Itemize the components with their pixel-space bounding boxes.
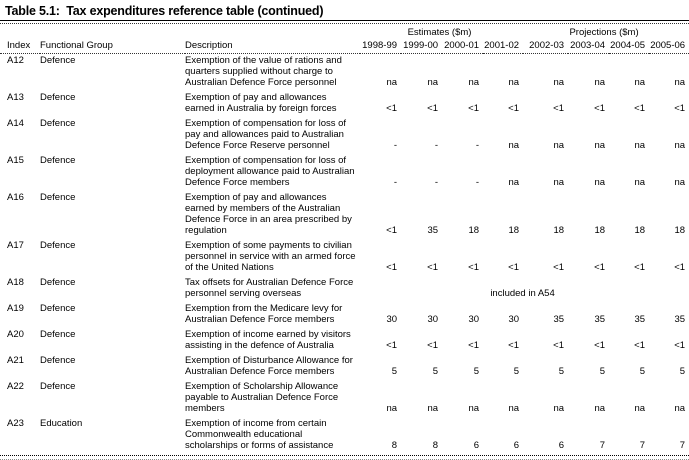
table-title: Table 5.1: Tax expenditures reference table (continued)	[0, 0, 689, 21]
row-value: <1	[594, 340, 606, 351]
row-value: <1	[553, 262, 565, 273]
row-functional-group: Defence	[40, 155, 76, 166]
row-value: <1	[508, 103, 520, 114]
row-value: 7	[679, 440, 686, 451]
year-header: 2004-05	[609, 39, 649, 54]
row-value: 7	[639, 440, 646, 451]
row-functional-group: Defence	[40, 55, 76, 66]
table-row-a16	[0, 191, 689, 239]
row-functional-group: Defence	[40, 381, 76, 392]
row-value: na	[386, 77, 398, 88]
row-value: -	[434, 177, 439, 188]
row-description: Exemption from the Medicare levy for Australian Defence Force members	[185, 303, 343, 325]
row-value: 18	[594, 225, 606, 236]
row-value: 7	[599, 440, 606, 451]
row-functional-group: Defence	[40, 240, 76, 251]
row-value: na	[594, 140, 606, 151]
row-value: 5	[679, 366, 686, 377]
row-value: 8	[391, 440, 398, 451]
row-index: A22	[7, 381, 24, 392]
row-value: 6	[558, 440, 565, 451]
row-index: A17	[7, 240, 24, 251]
row-value: na	[553, 403, 565, 414]
year-header: 2000-01	[442, 39, 483, 54]
row-value: 35	[634, 314, 646, 325]
row-description: Exemption of compensation for loss of pay and allowances paid to Australian Defence Force Reserve personnel	[185, 118, 347, 151]
row-description: Exemption of pay and allowances earned by members of the Australian Defence Force in an area prescribed by regulation	[185, 192, 352, 236]
row-value: 5	[391, 366, 398, 377]
row-functional-group: Defence	[40, 355, 76, 366]
table-row-a15	[0, 154, 689, 191]
row-value: <1	[386, 225, 398, 236]
row-functional-group: Defence	[40, 277, 76, 288]
row-functional-group: Defence	[40, 192, 76, 203]
row-index: A19	[7, 303, 24, 314]
row-index: A14	[7, 118, 24, 129]
table-row-a22	[0, 380, 689, 417]
projections-group-header: Projections ($m)	[569, 27, 639, 38]
row-value: na	[468, 77, 480, 88]
row-functional-group: Defence	[40, 118, 76, 129]
row-index: A12	[7, 55, 24, 66]
row-value: na	[553, 177, 565, 188]
row-description: Exemption of some payments to civilian personnel in service with an armed force of the United Nations	[185, 240, 356, 273]
row-value: na	[594, 77, 606, 88]
row-value: <1	[508, 262, 520, 273]
row-description: Exemption of the value of rations and quarters supplied without charge to Australian Defence Force personnel	[185, 55, 342, 88]
table-row-a20	[0, 328, 689, 354]
row-value: 30	[468, 314, 480, 325]
row-value: na	[634, 177, 646, 188]
row-functional-group: Defence	[40, 92, 76, 103]
table-row-a12	[0, 54, 689, 92]
row-value: <1	[674, 103, 686, 114]
row-value: na	[594, 403, 606, 414]
row-value: 5	[639, 366, 646, 377]
row-functional-group: Education	[40, 418, 83, 429]
group-header-row	[0, 24, 689, 39]
row-value: 35	[427, 225, 439, 236]
row-value: 5	[473, 366, 480, 377]
row-value: na	[634, 77, 646, 88]
row-value: <1	[468, 262, 480, 273]
row-value: 18	[508, 225, 520, 236]
row-value: 30	[386, 314, 398, 325]
row-value: <1	[386, 103, 398, 114]
table-bottom-rule	[0, 455, 689, 456]
row-value: <1	[427, 262, 439, 273]
row-value: <1	[634, 340, 646, 351]
row-index: A13	[7, 92, 24, 103]
table-row-a17	[0, 239, 689, 276]
year-header: 2003-04	[568, 39, 609, 54]
row-value: na	[674, 77, 686, 88]
row-value: <1	[594, 262, 606, 273]
row-value: <1	[553, 340, 565, 351]
row-value: na	[634, 403, 646, 414]
row-value: 30	[427, 314, 439, 325]
row-description: Tax offsets for Australian Defence Force personnel serving overseas	[185, 277, 354, 299]
table-row-a19	[0, 302, 689, 328]
description-column-header: Description	[185, 39, 360, 54]
row-value: na	[508, 403, 520, 414]
row-value: <1	[386, 262, 398, 273]
row-value: na	[674, 403, 686, 414]
year-header: 2005-06	[649, 39, 689, 54]
row-value: <1	[386, 340, 398, 351]
row-value: 8	[432, 440, 439, 451]
row-value: <1	[427, 340, 439, 351]
row-description: Exemption of pay and allowances earned in Australia by foreign forces	[185, 92, 337, 114]
row-description: Exemption of income earned by visitors assisting in the defence of Australia	[185, 329, 351, 351]
row-value: na	[508, 177, 520, 188]
table-row-a13	[0, 91, 689, 117]
row-value: na	[427, 77, 439, 88]
row-description: Exemption of Scholarship Allowance payable to Australian Defence Force members	[185, 381, 339, 414]
row-value: na	[427, 403, 439, 414]
index-column-header: Index	[0, 39, 40, 54]
row-value: 18	[634, 225, 646, 236]
row-value: <1	[674, 262, 686, 273]
table-row-a14	[0, 117, 689, 154]
year-header: 2001-02	[483, 39, 523, 54]
row-description: Exemption of income from certain Commonwealth educational scholarships or forms of assistance	[185, 418, 334, 451]
estimates-group-header: Estimates ($m)	[407, 27, 472, 38]
row-index: A16	[7, 192, 24, 203]
row-value: <1	[553, 103, 565, 114]
row-value: <1	[508, 340, 520, 351]
row-value: 5	[432, 366, 439, 377]
row-value: na	[674, 140, 686, 151]
row-value: 5	[599, 366, 606, 377]
row-value: na	[634, 140, 646, 151]
row-value: <1	[634, 103, 646, 114]
row-value: 5	[513, 366, 520, 377]
row-value: na	[594, 177, 606, 188]
row-value: na	[508, 140, 520, 151]
row-index: A18	[7, 277, 24, 288]
tax-expenditures-table	[0, 24, 689, 454]
row-value: 35	[674, 314, 686, 325]
row-value: na	[468, 403, 480, 414]
row-value: <1	[634, 262, 646, 273]
year-header: 1998-99	[360, 39, 401, 54]
row-value: na	[508, 77, 520, 88]
row-value: na	[386, 403, 398, 414]
row-functional-group: Defence	[40, 329, 76, 340]
table-row-a23	[0, 417, 689, 454]
group-header-spacer	[0, 24, 360, 39]
row-value: <1	[468, 103, 480, 114]
functional-group-column-header: Functional Group	[40, 39, 185, 54]
row-value: -	[434, 140, 439, 151]
year-header: 2002-03	[523, 39, 568, 54]
row-span-note: included in A54	[490, 288, 555, 299]
row-value: 18	[553, 225, 565, 236]
row-value: -	[393, 177, 398, 188]
table-row-a21	[0, 354, 689, 380]
row-value: na	[553, 140, 565, 151]
row-value: <1	[674, 340, 686, 351]
row-value: 6	[473, 440, 480, 451]
row-value: 30	[508, 314, 520, 325]
row-value: 6	[513, 440, 520, 451]
row-description: Exemption of compensation for loss of deployment allowance paid to Australian Defence Force members	[185, 155, 355, 188]
row-value: 35	[594, 314, 606, 325]
row-value: -	[475, 177, 480, 188]
row-value: 18	[468, 225, 480, 236]
row-value: -	[475, 140, 480, 151]
row-index: A23	[7, 418, 24, 429]
table-row-a18	[0, 276, 689, 302]
row-value: na	[553, 77, 565, 88]
row-value: -	[393, 140, 398, 151]
row-index: A20	[7, 329, 24, 340]
row-index: A21	[7, 355, 24, 366]
row-value: 5	[558, 366, 565, 377]
row-value: 35	[553, 314, 565, 325]
year-header: 1999-00	[401, 39, 442, 54]
row-value: na	[674, 177, 686, 188]
row-value: <1	[594, 103, 606, 114]
column-header-row	[0, 39, 689, 54]
row-functional-group: Defence	[40, 303, 76, 314]
row-value: 18	[674, 225, 686, 236]
row-value: <1	[427, 103, 439, 114]
row-index: A15	[7, 155, 24, 166]
row-description: Exemption of Disturbance Allowance for Australian Defence Force members	[185, 355, 353, 377]
row-value: <1	[468, 340, 480, 351]
